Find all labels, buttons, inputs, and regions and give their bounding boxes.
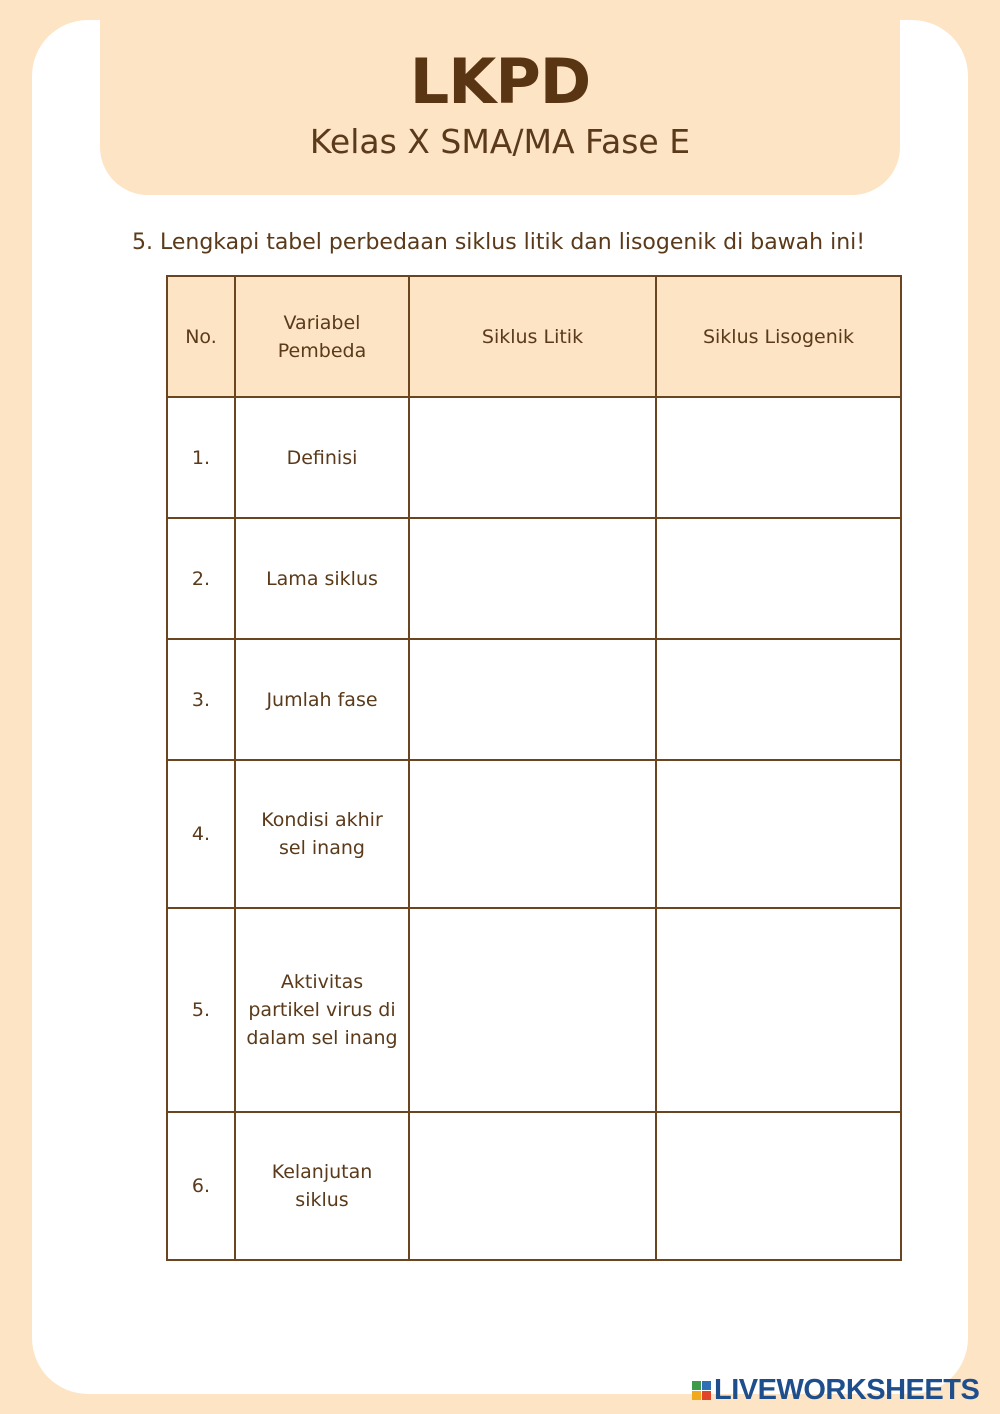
row-number: 6. bbox=[167, 1112, 235, 1260]
answer-cell-lisogenik[interactable] bbox=[656, 760, 901, 908]
header-banner bbox=[100, 0, 900, 195]
table-row bbox=[167, 908, 901, 1112]
answer-cell-lisogenik[interactable] bbox=[656, 518, 901, 639]
question-instruction: 5. Lengkapi tabel perbedaan siklus litik dan lisogenik di bawah ini! bbox=[132, 230, 866, 255]
row-number: 2. bbox=[167, 518, 235, 639]
table-header-row bbox=[167, 276, 901, 397]
row-variable: Kelanjutan siklus bbox=[235, 1112, 409, 1260]
header-siklus-litik: Siklus Litik bbox=[409, 276, 656, 397]
row-number: 3. bbox=[167, 639, 235, 760]
comparison-table bbox=[166, 275, 902, 1261]
liveworksheets-logo-icon bbox=[692, 1381, 711, 1400]
table-row bbox=[167, 518, 901, 639]
row-number: 5. bbox=[167, 908, 235, 1112]
row-variable: Lama siklus bbox=[235, 518, 409, 639]
row-number: 1. bbox=[167, 397, 235, 518]
answer-cell-litik[interactable] bbox=[409, 639, 656, 760]
table-row bbox=[167, 639, 901, 760]
answer-cell-lisogenik[interactable] bbox=[656, 908, 901, 1112]
answer-cell-lisogenik[interactable] bbox=[656, 1112, 901, 1260]
table-row bbox=[167, 1112, 901, 1260]
row-variable: Kondisi akhir sel inang bbox=[235, 760, 409, 908]
table-row bbox=[167, 397, 901, 518]
answer-cell-litik[interactable] bbox=[409, 397, 656, 518]
header-no: No. bbox=[167, 276, 235, 397]
page-title: LKPD bbox=[409, 45, 591, 118]
row-number: 4. bbox=[167, 760, 235, 908]
header-variabel: Variabel Pembeda bbox=[235, 276, 409, 397]
row-variable: Aktivitas partikel virus di dalam sel inang bbox=[235, 908, 409, 1112]
answer-cell-litik[interactable] bbox=[409, 908, 656, 1112]
row-variable: Jumlah fase bbox=[235, 639, 409, 760]
answer-cell-litik[interactable] bbox=[409, 1112, 656, 1260]
page-subtitle: Kelas X SMA/MA Fase E bbox=[309, 122, 691, 161]
answer-cell-lisogenik[interactable] bbox=[656, 397, 901, 518]
answer-cell-lisogenik[interactable] bbox=[656, 639, 901, 760]
answer-cell-litik[interactable] bbox=[409, 760, 656, 908]
header-siklus-lisogenik: Siklus Lisogenik bbox=[656, 276, 901, 397]
answer-cell-litik[interactable] bbox=[409, 518, 656, 639]
table-row bbox=[167, 760, 901, 908]
liveworksheets-logo bbox=[692, 1374, 979, 1406]
liveworksheets-brand: LIVEWORKSHEETS bbox=[714, 1373, 980, 1406]
row-variable: Definisi bbox=[235, 397, 409, 518]
